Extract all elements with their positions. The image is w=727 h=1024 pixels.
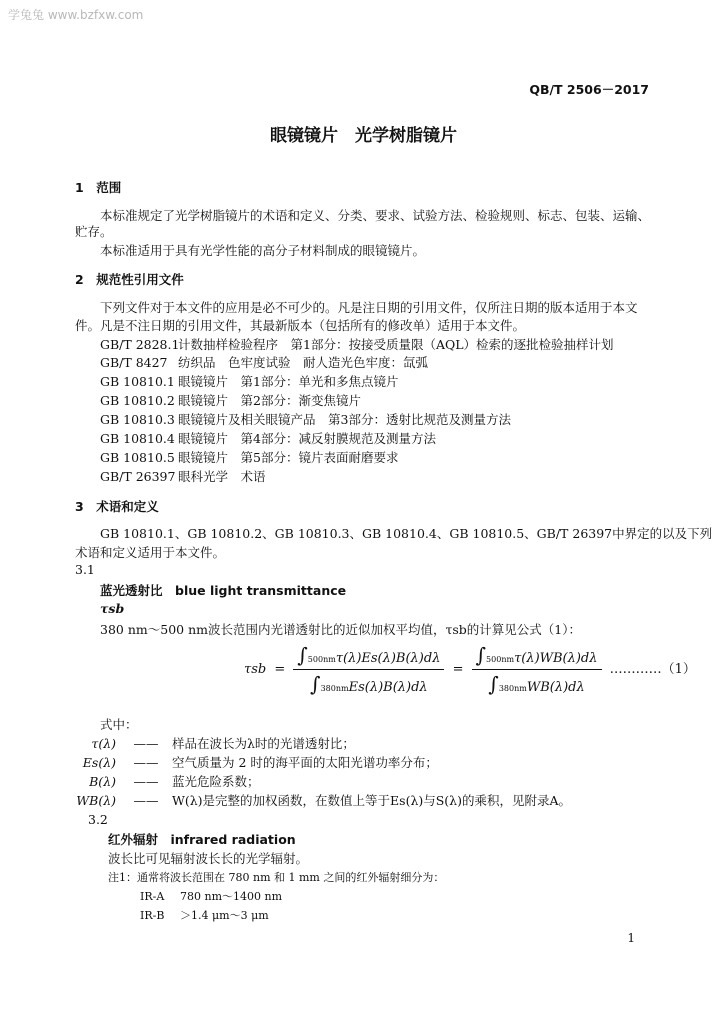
where-description: 样品在波长为λ时的光谱透射比； [172, 736, 355, 751]
integral-lower-limit: 380nm [320, 684, 349, 693]
integral-lower-limit: 380nm [498, 684, 527, 693]
where-symbol: WB(λ) [76, 793, 116, 808]
term-definition: 波长比可见辐射波长长的光学辐射。 [108, 851, 309, 866]
section3-intro-line2: 术语和定义适用于本文件。 [75, 545, 226, 560]
reference-item [100, 410, 511, 428]
term-number: 3.1 [75, 562, 95, 577]
integral-sign: ∫ [310, 672, 321, 696]
reference-title: 纺织品 色牢度试验 耐人造光色牢度：氙弧 [178, 355, 429, 370]
section1-para1-line1: 本标准规定了光学树脂镜片的术语和定义、分类、要求、试验方法、检验规则、标志、包装、运输、 [100, 208, 651, 223]
where-description: 空气质量为 2 时的海平面的太阳光谱功率分布； [172, 755, 438, 770]
where-symbol: τ(λ) [91, 736, 116, 751]
section1-heading: 1 范围 [75, 180, 122, 195]
where-dash: —— [133, 793, 159, 808]
document-title: 眼镜镜片 光学树脂镜片 [270, 126, 457, 146]
where-dash: —— [133, 774, 159, 789]
term-name: 红外辐射 infrared radiation [108, 832, 296, 847]
fraction-2-numerator [472, 643, 602, 670]
denominator-expression: WB(λ)dλ [526, 680, 585, 695]
where-label: 式中： [100, 717, 138, 732]
formula-lhs: τsb [244, 662, 267, 677]
where-description: W(λ)是完整的加权函数，在数值上等于Es(λ)与S(λ)的乘积，见附录A。 [172, 793, 572, 808]
reference-code: GB 10810.5 [100, 450, 175, 465]
reference-item [100, 353, 428, 371]
reference-code: GB 10810.2 [100, 393, 175, 408]
band-code: IR-B [140, 909, 165, 922]
numerator-expression: τ(λ)Es(λ)B(λ)dλ [335, 651, 441, 666]
integral-upper-limit: 500nm [307, 655, 336, 664]
band-range: ＞1.4 μm～3 μm [180, 909, 269, 922]
reference-title: 眼镜镜片及相关眼镜产品 第3部分：透射比规范及测量方法 [178, 412, 511, 427]
fraction-1 [293, 643, 444, 696]
reference-title: 眼镜镜片 第1部分：单光和多焦点镜片 [178, 374, 399, 389]
reference-item [100, 335, 614, 353]
fraction-1-numerator [293, 643, 444, 670]
reference-item [100, 467, 266, 485]
integral-sign: ∫ [488, 672, 499, 696]
integral-sign: ∫ [297, 643, 308, 667]
reference-code: GB 10810.4 [100, 431, 175, 446]
reference-title: 眼镜镜片 第2部分：渐变焦镜片 [178, 393, 361, 408]
fraction-1-denominator [293, 670, 444, 696]
where-item [70, 791, 571, 809]
fraction-2-denominator [472, 670, 602, 696]
denominator-expression: Es(λ)B(λ)dλ [348, 680, 428, 695]
integral-upper-limit: 500nm [486, 655, 515, 664]
band-item [140, 888, 282, 904]
where-item [70, 772, 260, 790]
where-item [70, 734, 355, 752]
equation-number: …………（1） [609, 662, 696, 677]
where-dash: —— [133, 736, 159, 751]
where-item [70, 753, 438, 771]
section2-intro-line2: 件。凡是不注日期的引用文件，其最新版本（包括所有的修改单）适用于本文件。 [75, 318, 526, 333]
term-symbol: τsb [100, 601, 125, 616]
reference-item [100, 448, 398, 466]
section2-intro-line1: 下列文件对于本文件的应用是必不可少的。凡是注日期的引用文件，仅所注日期的版本适用于本文 [100, 300, 638, 315]
section3-intro-line1: GB 10810.1、GB 10810.2、GB 10810.3、GB 10810.4、GB 10810.5、GB/T 26397中界定的以及下列 [100, 526, 713, 541]
integral-sign: ∫ [475, 643, 487, 667]
reference-item [100, 372, 398, 390]
where-symbol: B(λ) [89, 774, 116, 789]
band-range: 780 nm～1400 nm [180, 890, 283, 903]
reference-code: GB/T 26397 [100, 469, 176, 484]
page-number: 1 [627, 931, 635, 945]
reference-title: 眼镜镜片 第4部分：减反射膜规范及测量方法 [178, 431, 436, 446]
equals-sign: = [274, 662, 286, 677]
reference-title: 眼镜镜片 第5部分：镜片表面耐磨要求 [178, 450, 399, 465]
standard-number: QB/T 2506－2017 [529, 82, 649, 97]
watermark: 学兔兔 www.bzfxw.com [8, 8, 144, 22]
fraction-2 [472, 643, 602, 696]
term-number: 3.2 [88, 812, 108, 827]
equals-sign: = [452, 662, 464, 677]
section1-para1-line2: 贮存。 [75, 224, 113, 239]
reference-item [100, 429, 436, 447]
term-note: 注1：通常将波长范围在 780 nm 和 1 mm 之间的红外辐射细分为： [108, 871, 445, 884]
section3-heading: 3 术语和定义 [75, 499, 159, 514]
reference-title: 眼科光学 术语 [178, 469, 266, 484]
section2-heading: 2 规范性引用文件 [75, 272, 184, 287]
reference-item [100, 391, 361, 409]
reference-code: GB/T 2828.1 [100, 337, 180, 352]
reference-code: GB/T 8427 [100, 355, 168, 370]
where-description: 蓝光危险系数； [172, 774, 260, 789]
term-name: 蓝光透射比 blue light transmittance [100, 583, 347, 598]
where-symbol: Es(λ) [82, 755, 116, 770]
where-dash: —— [133, 755, 159, 770]
reference-code: GB 10810.1 [100, 374, 175, 389]
band-code: IR-A [140, 890, 165, 903]
reference-code: GB 10810.3 [100, 412, 175, 427]
formula-1 [244, 643, 696, 696]
section1-para2: 本标准适用于具有光学性能的高分子材料制成的眼镜镜片。 [100, 243, 426, 258]
band-item [140, 907, 269, 923]
numerator-expression: τ(λ)WB(λ)dλ [514, 651, 598, 666]
reference-title: 计数抽样检验程序 第1部分：按接受质量限（AQL）检索的逐批检验抽样计划 [178, 337, 614, 352]
term-definition: 380 nm～500 nm波长范围内光谱透射比的近似加权平均值，τsb的计算见公式（1）： [100, 622, 582, 637]
